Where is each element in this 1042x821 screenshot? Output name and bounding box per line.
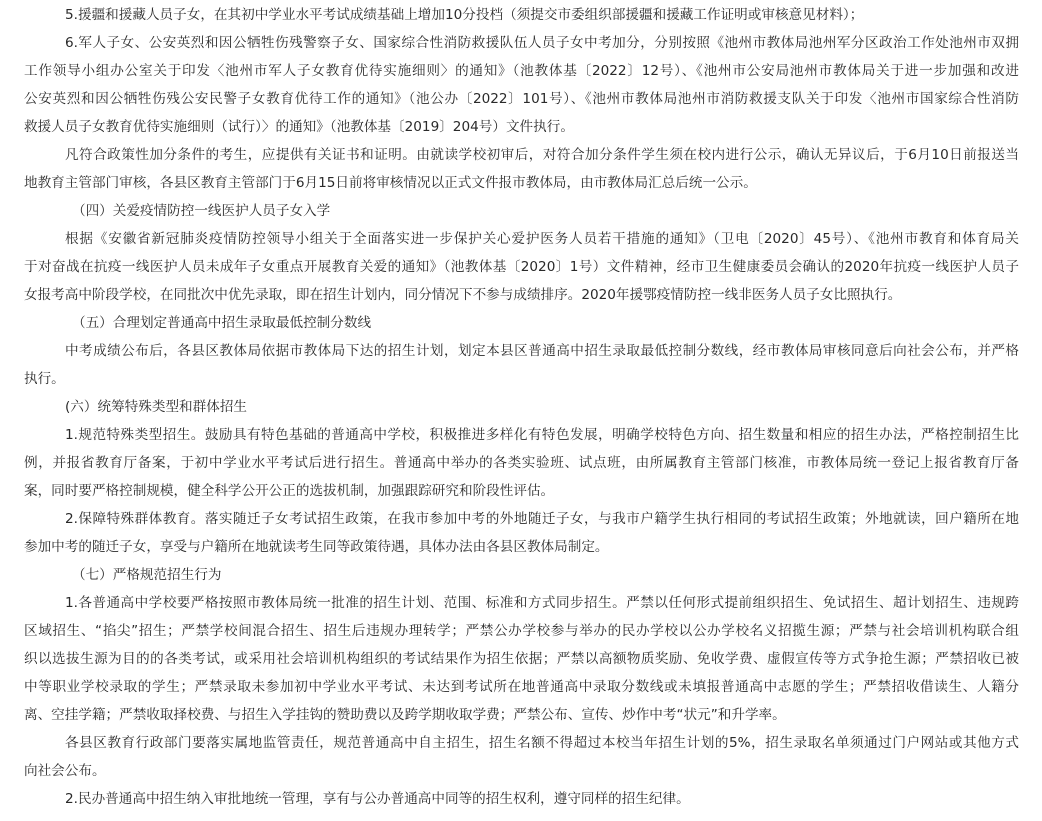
section-heading: （五）合理划定普通高中招生录取最低控制分数线 xyxy=(72,315,372,331)
paragraph-line: 离、空挂学籍；严禁收取择校费、与招生入学挂钩的赞助费以及跨学期收取学费；严禁公布、宣传、炒作中考“状元”和升学率。 xyxy=(24,707,786,723)
paragraph-line: 向社会公布。 xyxy=(24,763,106,779)
paragraph-line: 凡符合政策性加分条件的考生，应提供有关证书和证明。由就读学校初审后，对符合加分条件学生须在校内进行公示，确认无异议后，于6月10日前报送当 xyxy=(65,147,1019,163)
paragraph-line: 各县区教育行政部门要落实属地监管责任，规范普通高中自主招生，招生名额不得超过本校当年招生计划的5%，招生录取名单须通过门户网站或其他方式 xyxy=(65,735,1019,751)
paragraph-line: 5.援疆和援藏人员子女，在其初中学业水平考试成绩基础上增加10分投档（须提交市委组织部援疆和援藏工作证明或审核意见材料）； xyxy=(65,7,864,23)
paragraph-line: 公安英烈和因公牺牲伤残公安民警子女教育优待工作的通知》（池公办〔2022〕101号）、《池州市教体局池州市消防救援支队关于印发〈池州市国家综合性消防 xyxy=(24,91,1019,107)
paragraph-line: 2.民办普通高中招生纳入审批地统一管理，享有与公办普通高中同等的招生权利，遵守同样的招生纪律。 xyxy=(65,791,690,807)
paragraph-line: 中等职业学校录取的学生；严禁录取未参加初中学业水平考试、未达到考试所在地普通高中录取分数线或未填报普通高中志愿的学生；严禁招收借读生、人籍分 xyxy=(24,679,1019,695)
section-heading: （四）关爱疫情防控一线医护人员子女入学 xyxy=(72,203,331,219)
section-heading: (六）统筹特殊类型和群体招生 xyxy=(65,399,248,415)
paragraph-line: 1.各普通高中学校要严格按照市教体局统一批准的招生计划、范围、标准和方式同步招生。严禁以任何形式提前组织招生、免试招生、超计划招生、违规跨 xyxy=(65,595,1019,611)
paragraph-line: 区域招生、“掐尖”招生；严禁学校间混合招生、招生后违规办理转学；严禁公办学校参与举办的民办学校以公办学校名义招揽生源；严禁与社会培训机构联合组 xyxy=(24,623,1019,639)
paragraph-line: 6.军人子女、公安英烈和因公牺牲伤残警察子女、国家综合性消防救援队伍人员子女中考加分，分别按照《池州市教体局池州军分区政治工作处池州市双拥 xyxy=(65,35,1019,51)
paragraph-line: 女报考高中阶段学校，在同批次中优先录取，即在招生计划内，同分情况下不参与成绩排序。2020年援鄂疫情防控一线非医务人员子女比照执行。 xyxy=(24,287,902,303)
paragraph-line: 例，并报省教育厅备案，于初中学业水平考试后进行招生。普通高中举办的各类实验班、试点班，由所属教育主管部门核准，市教体局统一登记上报省教育厅备 xyxy=(24,455,1019,471)
paragraph-line: 于对奋战在抗疫一线医护人员未成年子女重点开展教育关爱的通知》（池教体基〔2020〕1号）文件精神，经市卫生健康委员会确认的2020年抗疫一线医护人员子 xyxy=(24,259,1019,275)
paragraph-line: 执行。 xyxy=(24,371,65,387)
paragraph-line: 1.规范特殊类型招生。鼓励具有特色基础的普通高中学校，积极推进多样化有特色发展，明确学校特色方向、招生数量和相应的招生办法，严格控制招生比 xyxy=(65,427,1019,443)
paragraph-line: 参加中考的随迁子女，享受与户籍所在地就读考生同等政策待遇，具体办法由各县区教体局制定。 xyxy=(24,539,609,555)
paragraph-line: 根据《安徽省新冠肺炎疫情防控领导小组关于全面落实进一步保护关心爱护医务人员若干措施的通知》（卫电〔2020〕45号）、《池州市教育和体育局关 xyxy=(65,231,1019,247)
section-heading: （七）严格规范招生行为 xyxy=(72,567,222,583)
paragraph-line: 工作领导小组办公室关于印发〈池州市军人子女教育优待实施细则〉的通知》（池教体基〔2022〕12号）、《池州市公安局池州市教体局关于进一步加强和改进 xyxy=(24,63,1019,79)
paragraph-line: 中考成绩公布后，各县区教体局依据市教体局下达的招生计划，划定本县区普通高中招生录取最低控制分数线，经市教体局审核同意后向社会公布，并严格 xyxy=(65,343,1019,359)
paragraph-line: 救援人员子女教育优待实施细则（试行）〉的通知》（池教体基〔2019〕204号）文件执行。 xyxy=(24,119,574,135)
paragraph-line: 2.保障特殊群体教育。落实随迁子女考试招生政策，在我市参加中考的外地随迁子女，与我市户籍学生执行相同的考试招生政策；外地就读，回户籍所在地 xyxy=(65,511,1019,527)
paragraph-line: 织以选拔生源为目的的各类考试，或采用社会培训机构组织的考试结果作为招生依据；严禁以高额物质奖励、免收学费、虚假宣传等方式争抢生源；严禁招收已被 xyxy=(24,651,1019,667)
paragraph-line: 地教育主管部门审核，各县区教育主管部门于6月15日前将审核情况以正式文件报市教体局，由市教体局汇总后统一公示。 xyxy=(24,175,757,191)
paragraph-line: 案，同时要严格控制规模，健全科学公开公正的选拔机制，加强跟踪研究和阶段性评估。 xyxy=(24,483,555,499)
